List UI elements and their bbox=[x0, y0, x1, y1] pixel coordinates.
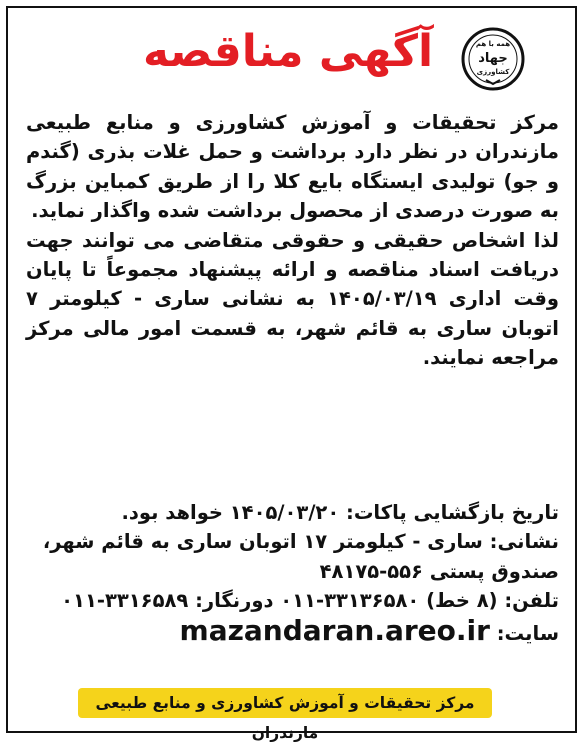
website-label: سایت: bbox=[496, 621, 559, 645]
logo-text-top: همه با هم bbox=[475, 40, 511, 48]
phone-fax: تلفن: (۸ خط) ۳۳۱۳۶۵۸۰-۰۱۱ دورنگار: ۳۳۱۶۵۸۹-۰۱۱ bbox=[61, 589, 559, 613]
address: نشانی: ساری - کیلومتر ۱۷ اتوبان ساری به قائم شهر، صندوق پستی ۵۵۶-۴۸۱۷۵ bbox=[42, 530, 559, 583]
announcement-paragraph-1: مرکز تحقیقات و آموزش کشاورزی و منابع طبیعی مازندران در نظر دارد برداشت و حمل غلات بذری (گندم و جو) تولیدی ایستگاه بایع کلا را از طریق کمباین بزرگ به صورت درصدی از محصول برداشت شده واگذار نماید. bbox=[26, 111, 559, 223]
opening-date: تاریخ بازگشایی پاکات: ۱۴۰۵/۰۳/۲۰ خواهد بود. bbox=[121, 501, 559, 524]
website-line bbox=[26, 613, 559, 648]
announcement-paragraph-2: لذا اشخاص حقیقی و حقوقی متقاضی می توانند جهت دریافت اسناد مناقصه و ارائه پیشنهاد مجموعاً تا پایان وقت اداری ۱۴۰۵/۰۳/۱۹ به نشانی ساری - کیلومتر ۷ اتوبان ساری به قائم شهر، به قسمت امور مالی مرکز مراجعه نمایند. bbox=[26, 228, 559, 370]
logo-text-bottom: کشاورزی bbox=[476, 68, 510, 76]
footer-banner: مرکز تحقیقات و آموزش کشاورزی و منابع طبیعی مازندران bbox=[78, 688, 492, 718]
website-url[interactable]: mazandaran.areo.ir bbox=[179, 613, 490, 647]
advertisement-frame bbox=[6, 6, 577, 733]
emblem-svg bbox=[460, 26, 526, 92]
page-title: آگهی مناقصه bbox=[142, 26, 434, 77]
contact-info bbox=[26, 498, 559, 648]
jihad-keshavarzi-emblem-icon bbox=[460, 26, 526, 92]
announcement-body bbox=[26, 108, 559, 373]
logo-text-main: جهاد bbox=[478, 51, 508, 66]
header bbox=[8, 8, 575, 100]
